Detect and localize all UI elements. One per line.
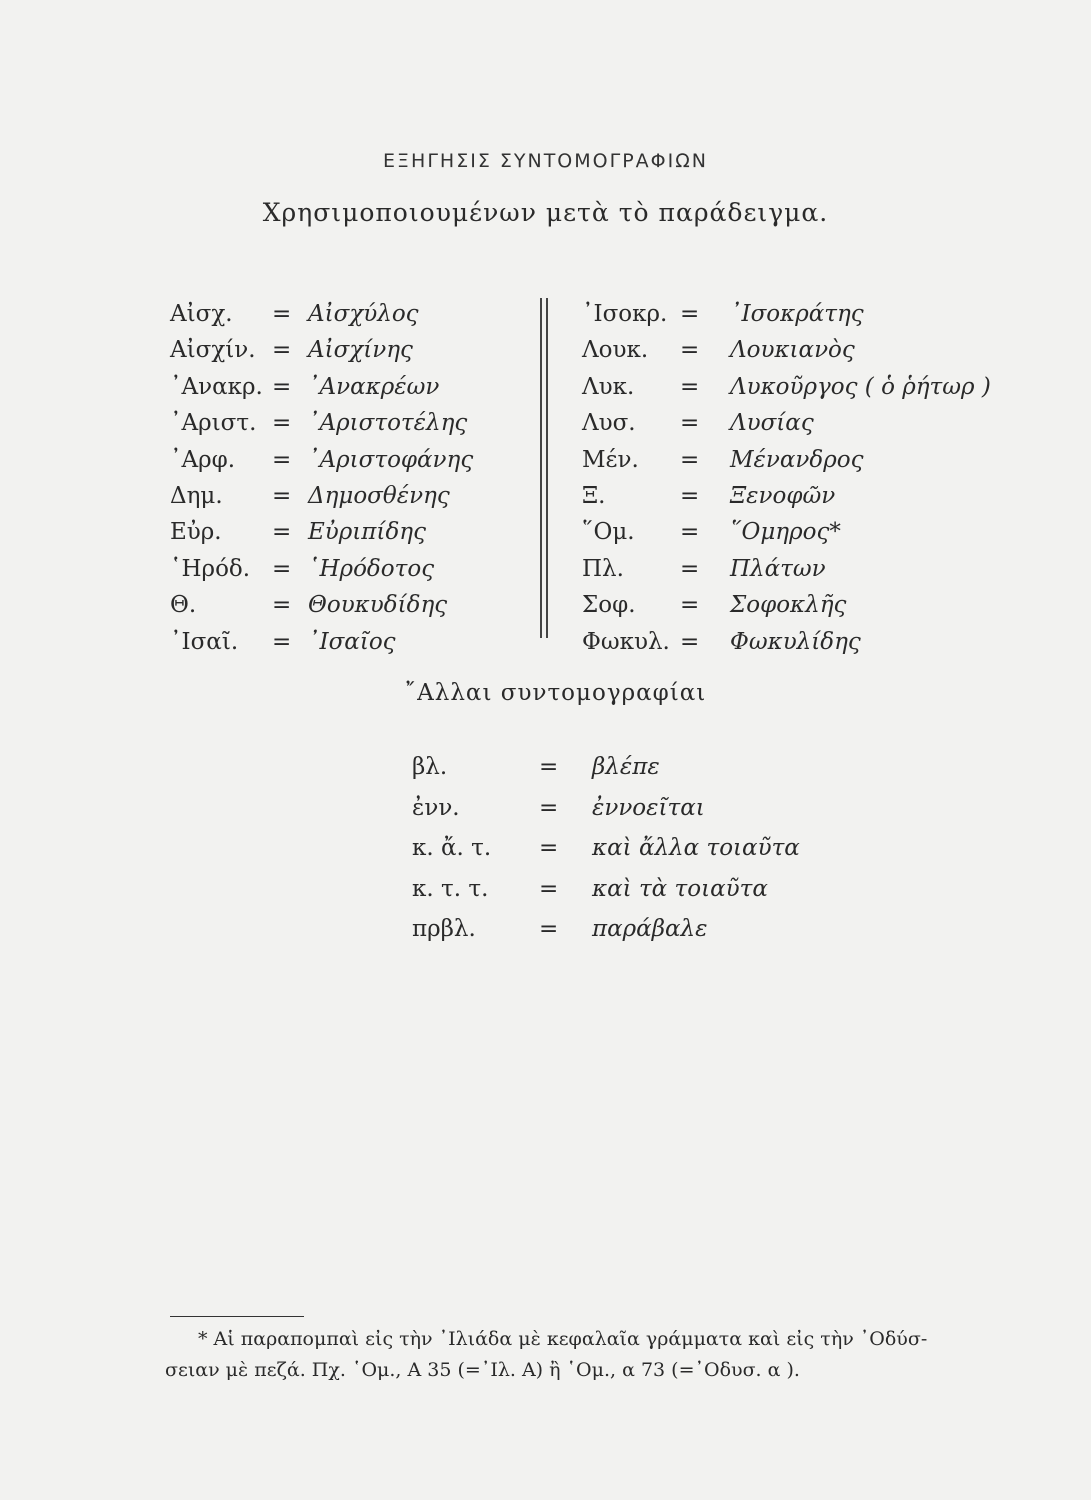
equals-sign: = [680, 555, 700, 582]
abbr-row [412, 747, 832, 788]
abbr-row [170, 405, 540, 441]
abbr: ᾿Αρφ. [170, 446, 236, 473]
abbr: Εὐρ. [170, 519, 222, 546]
equals-sign: = [680, 628, 700, 655]
full-name: Μένανδρος [730, 446, 864, 473]
column-divider [540, 298, 542, 638]
abbr-row [412, 788, 832, 829]
equals-sign: = [272, 628, 292, 655]
full-name: ᾿Αριστοφάνης [308, 446, 474, 473]
equals-sign: = [272, 337, 292, 364]
full-name: ᾿Ισοκράτης [730, 301, 864, 327]
equals-sign: = [272, 555, 292, 582]
abbr-row [170, 587, 540, 623]
abbr-row [582, 624, 1052, 660]
full-name: Σοφοκλῆς [730, 592, 847, 619]
abbr-row [582, 442, 1052, 478]
full-name: Λουκιανὸς [730, 337, 855, 364]
full-name: ᾿Ανακρέων [308, 373, 440, 400]
abbr: κ. ἄ. τ. [412, 835, 492, 861]
equals-sign: = [680, 337, 700, 364]
abbr: ῞Ομ. [582, 519, 635, 546]
full-name: καὶ τὰ τοιαῦτα [592, 875, 768, 902]
other-abbreviations-title: ῎Αλλαι συντομογραφίαι [404, 680, 707, 706]
full-name: καὶ ἄλλα τοιαῦτα [592, 835, 800, 861]
abbr-row [170, 296, 540, 332]
full-name: ῾Ηρόδοτος [308, 555, 435, 582]
abbr: ῾Ηρόδ. [170, 555, 251, 582]
abbr: Δημ. [170, 482, 223, 509]
abbr-row [170, 369, 540, 405]
abbr: ἐνν. [412, 794, 460, 821]
equals-sign: = [272, 482, 292, 509]
full-name: ᾿Αριστοτέλης [308, 410, 468, 437]
abbr: Αἰσχίν. [170, 337, 256, 364]
equals-sign: = [539, 875, 559, 902]
abbr-row [170, 624, 540, 660]
abbr-row [582, 296, 1052, 332]
abbr: ᾿Ισαῖ. [170, 628, 239, 655]
footnote-line: * Αἱ παραπομπαὶ εἰς τὴν ᾿Ιλιάδα μὲ κεφαλαῖα γράμματα καὶ εἰς τὴν ᾿Οδύσ- [198, 1328, 928, 1350]
page-heading: ΕΞΗΓΗΣΙΣ ΣΥΝΤΟΜΟΓΡΑΦΙΩΝ [383, 150, 708, 172]
full-name: ᾿Ισαῖος [308, 628, 396, 655]
full-name: Πλάτων [730, 555, 826, 582]
abbr: κ. τ. τ. [412, 875, 489, 902]
equals-sign: = [680, 519, 700, 546]
equals-sign: = [680, 446, 700, 473]
equals-sign: = [272, 446, 292, 473]
full-name: Ξενοφῶν [730, 482, 836, 509]
full-name: Αἰσχύλος [308, 301, 419, 327]
abbr-row [170, 551, 540, 587]
full-name: ἐννοεῖται [592, 794, 705, 821]
equals-sign: = [680, 373, 700, 400]
abbr-row [582, 514, 1052, 550]
equals-sign: = [680, 592, 700, 619]
abbr: ᾿Ανακρ. [170, 373, 263, 400]
equals-sign: = [539, 754, 559, 780]
equals-sign: = [272, 301, 292, 327]
abbr: Λουκ. [582, 337, 649, 364]
abbr-row [412, 909, 832, 950]
footnote-rule [170, 1316, 304, 1317]
equals-sign: = [539, 916, 559, 942]
full-name: Εὐριπίδης [308, 519, 426, 546]
abbr: βλ. [412, 754, 448, 780]
abbr-row [582, 405, 1052, 441]
authors-left-table [170, 296, 540, 660]
abbr: Θ. [170, 592, 197, 619]
full-name: Θουκυδίδης [308, 592, 448, 619]
footnote [165, 1324, 1021, 1386]
abbr-row [170, 514, 540, 550]
full-name: βλέπε [592, 754, 660, 780]
abbr: ᾿Ισοκρ. [582, 301, 668, 327]
equals-sign: = [272, 373, 292, 400]
full-name: παράβαλε [592, 916, 708, 942]
full-name: Λυκοῦργος ( ὁ ῥήτωρ ) [730, 373, 991, 400]
abbr: Σοφ. [582, 592, 636, 619]
equals-sign: = [272, 410, 292, 437]
equals-sign: = [539, 794, 559, 821]
full-name: Δημοσθένης [308, 482, 450, 509]
abbr: Πλ. [582, 555, 624, 582]
page-subheading: Χρησιμοποιουμένων μετὰ τὸ παράδειγμα. [262, 198, 829, 227]
abbr: Μέν. [582, 446, 639, 473]
equals-sign: = [680, 482, 700, 509]
abbr-row [582, 369, 1052, 405]
abbr: Αἰσχ. [170, 301, 233, 327]
abbr: Φωκυλ. [582, 628, 670, 655]
column-divider [546, 298, 548, 638]
equals-sign: = [272, 592, 292, 619]
equals-sign: = [272, 519, 292, 546]
abbr-row [582, 332, 1052, 368]
abbr-row [170, 332, 540, 368]
abbr-row [412, 828, 832, 869]
abbr-row [582, 587, 1052, 623]
full-name: Φωκυλίδης [730, 628, 861, 655]
abbr: ᾿Αριστ. [170, 410, 257, 437]
full-name: Λυσίας [730, 410, 814, 437]
equals-sign: = [680, 410, 700, 437]
other-abbreviations-table [412, 747, 832, 950]
abbr-row [170, 442, 540, 478]
full-name: ῞Ομηρος* [730, 519, 841, 546]
authors-right-table [582, 296, 1052, 660]
abbr: Λυσ. [582, 410, 636, 437]
abbr: Λυκ. [582, 373, 635, 400]
abbr: πρβλ. [412, 916, 476, 942]
abbr-row [170, 478, 540, 514]
abbr-row [412, 869, 832, 910]
abbr-row [582, 551, 1052, 587]
abbr-row [582, 478, 1052, 514]
footnote-line: σειαν μὲ πεζά. Πχ. ῾Ομ., Α 35 (=᾿Ιλ. Α) ἢ ῾Ομ., α 73 (=᾿Οδυσ. α ). [165, 1359, 800, 1381]
abbr: Ξ. [582, 482, 606, 509]
equals-sign: = [680, 301, 700, 327]
equals-sign: = [539, 835, 559, 861]
full-name: Αἰσχίνης [308, 337, 413, 364]
